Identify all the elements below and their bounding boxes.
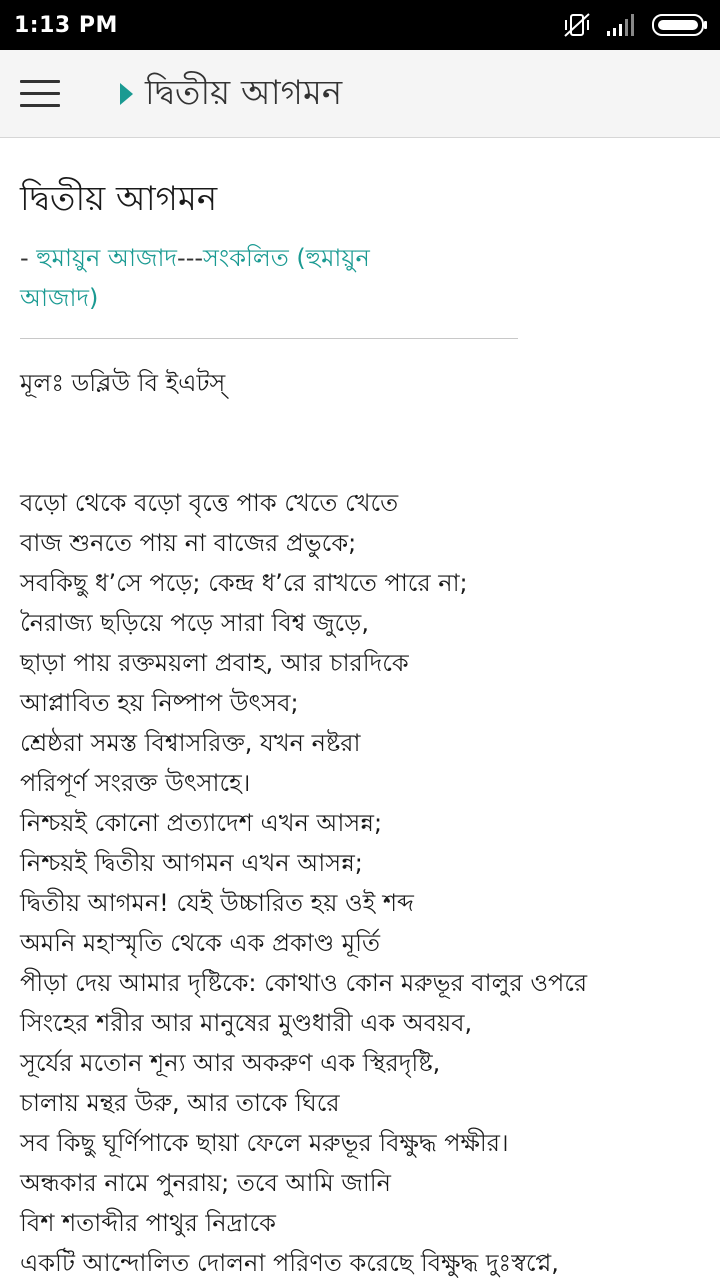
post-content (20, 138, 700, 1283)
collection-link[interactable]: সংকলিত (হুমায়ুন আজাদ) (20, 244, 370, 312)
status-icons (562, 12, 708, 38)
divider (20, 338, 518, 339)
status-bar (0, 0, 720, 50)
poem-line: নৈরাজ্য ছড়িয়ে পড়ে সারা বিশ্ব জুড়ে, (20, 609, 369, 637)
post-title: দ্বিতীয় আগমন (20, 179, 218, 219)
poem-line: পরিপূর্ণ সংরক্ত উৎসাহে। (20, 769, 251, 797)
poem-line: একটি আন্দোলিত দোলনা পরিণত করেছে বিক্ষুদ্ধ দুঃস্বপ্নে, (20, 1249, 559, 1277)
poem-line: নিশ্চয়ই কোনো প্রত্যাদেশ এখন আসন্ন; (20, 809, 383, 837)
poem-source: মূলঃ ডব্লিউ বি ইএটস্ (20, 369, 226, 397)
poem-line: শ্রেষ্ঠরা সমস্ত বিশ্বাসরিক্ত, যখন নষ্টরা (20, 729, 361, 757)
poem-line: বিশ শতাব্দীর পাথুর নিদ্রাকে (20, 1209, 276, 1237)
poem-line: সবকিছু ধ’সে পড়ে; কেন্দ্র ধ’রে রাখতে পারে না; (20, 569, 468, 597)
poem-line: বাজ শুনতে পায় না বাজের প্রভুকে; (20, 529, 357, 557)
poem-line: সিংহের শরীর আর মানুষের মুণ্ডধারী এক অবয়ব, (20, 1009, 473, 1037)
status-time: 1:13 PM (14, 12, 118, 38)
battery-icon (652, 13, 708, 37)
poem-line: আপ্লাবিত হয় নিষ্পাপ উৎসব; (20, 689, 299, 717)
poem-line: বড়ো থেকে বড়ো বৃত্তে পাক খেতে খেতে (20, 489, 399, 517)
vibrate-off-icon (562, 12, 592, 38)
poem-line: সব কিছু ঘূর্ণিপাকে ছায়া ফেলে মরুভূর বিক্ষুদ্ধ পক্ষীর। (20, 1129, 509, 1157)
app-bar-title: দ্বিতীয় আগমন (145, 73, 343, 113)
poem-line: পীড়া দেয় আমার দৃষ্টিকে: কোথাও কোন মরুভূর বালুর ওপরে (20, 969, 588, 997)
poem-line: অমনি মহাস্মৃতি থেকে এক প্রকাণ্ড মূর্তি (20, 929, 380, 957)
poem-line: দ্বিতীয় আগমন! যেই উচ্চারিত হয় ওই শব্দ (20, 889, 414, 917)
hamburger-menu-icon[interactable] (20, 80, 60, 108)
poem-line: চালায় মন্থর উরু, আর তাকে ঘিরে (20, 1089, 340, 1117)
post-byline (20, 238, 440, 318)
poem-line: সূর্যের মতোন শূন্য আর অকরুণ এক স্থিরদৃষ্টি, (20, 1049, 441, 1077)
poem-body (20, 483, 700, 1283)
byline-separator: --- (177, 244, 204, 272)
poem-line: অন্ধকার নামে পুনরায়; তবে আমি জানি (20, 1169, 391, 1197)
byline-prefix: - (20, 244, 37, 272)
caret-right-icon (120, 83, 133, 105)
signal-icon (606, 13, 638, 37)
app-bar (0, 50, 720, 138)
poem-line: নিশ্চয়ই দ্বিতীয় আগমন এখন আসন্ন; (20, 849, 363, 877)
author-link[interactable]: হুমায়ুন আজাদ (36, 244, 178, 272)
poem-line: ছাড়া পায় রক্তময়লা প্রবাহ, আর চারদিকে (20, 649, 409, 677)
